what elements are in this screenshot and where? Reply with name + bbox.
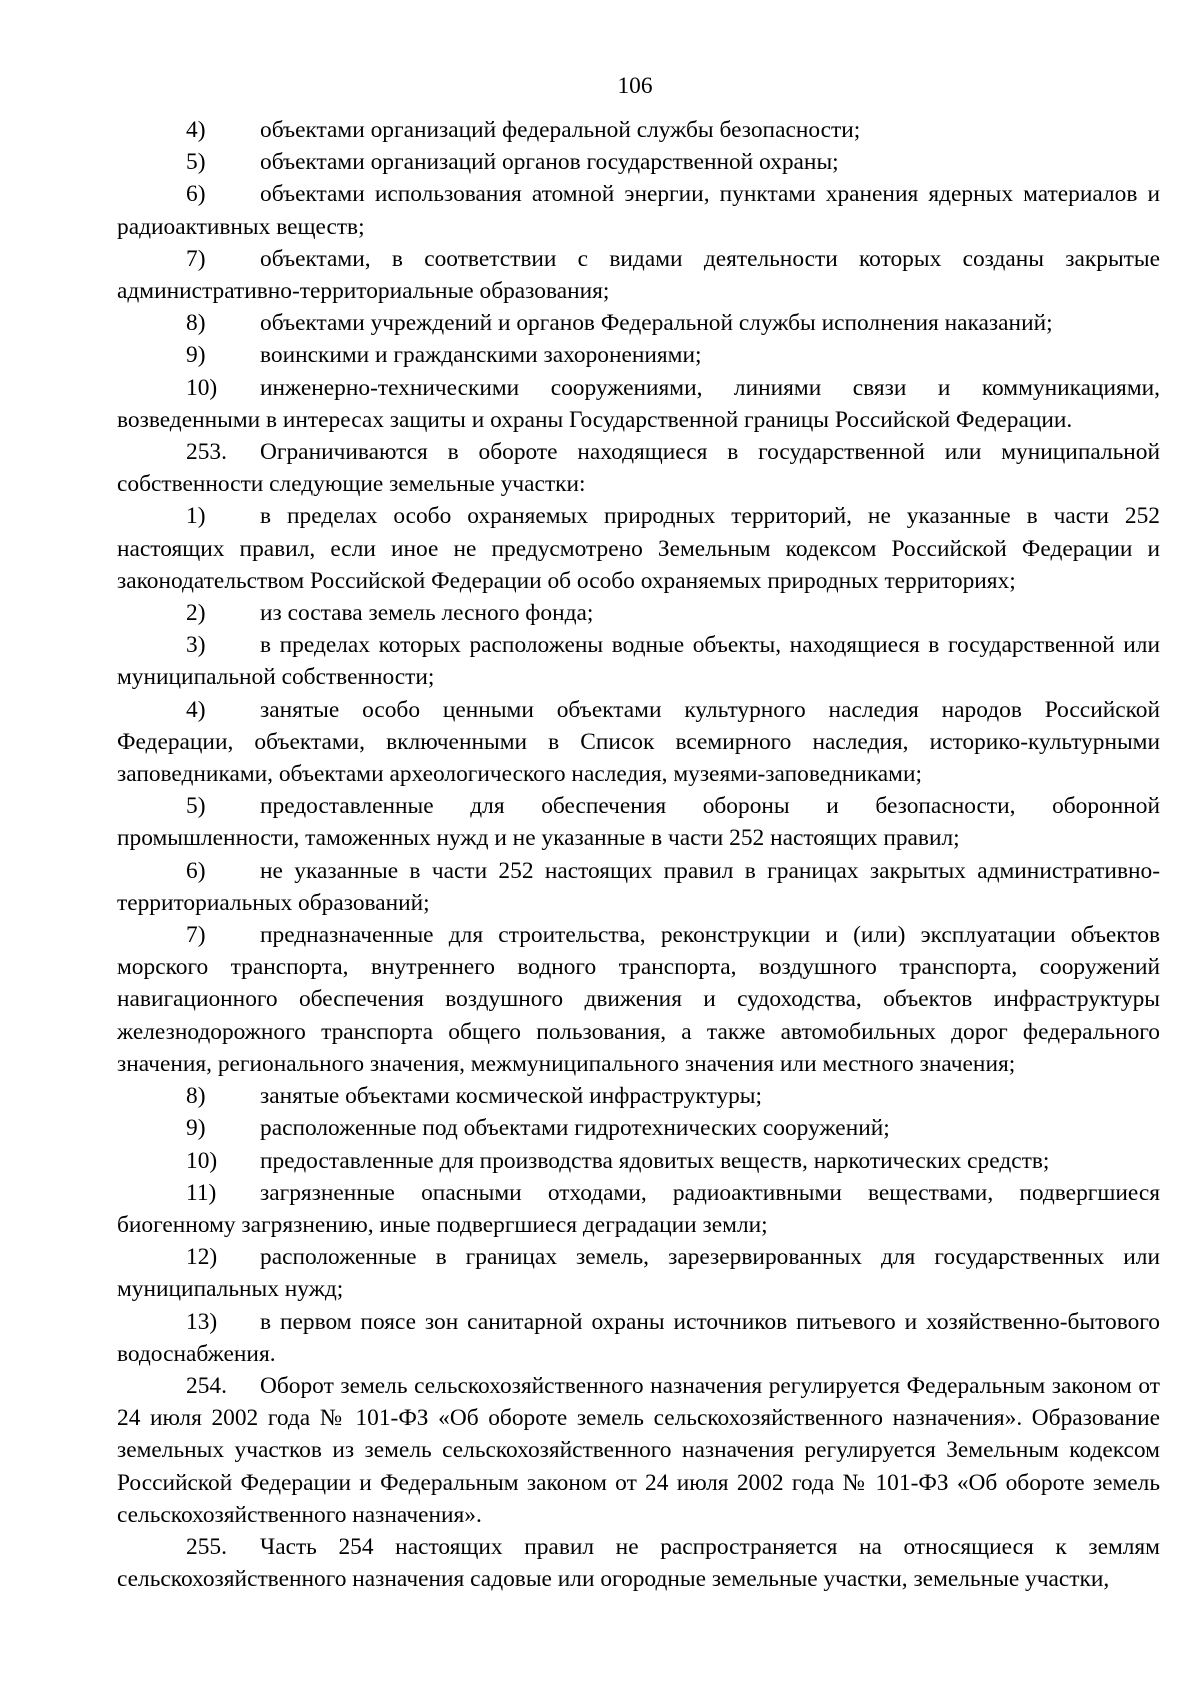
item-number: 10) — [186, 374, 218, 401]
item-number: 4) — [186, 117, 206, 143]
item-text: занятые особо ценными объектами культурного наследия народов Российской Федерации, объектами, включенными в Список всемирного наследия, историко-культурными заповедниками, объектами археологического наследия, музеями-заповедниками; — [117, 696, 1160, 788]
item-text: в пределах особо охраняемых природных территорий, не указанные в части 252 настоящих правил, если иное не предусмотрено Земельным кодексом Российской Федерации и законодательством Российской Федерации об особо охраняемых природных территориях; — [117, 503, 1160, 594]
list-item — [117, 629, 1160, 693]
item-number: 13) — [186, 1308, 218, 1335]
list-item — [117, 919, 1160, 1080]
list-item — [117, 1112, 1160, 1144]
section-paragraph — [117, 436, 1160, 500]
list-item — [117, 339, 1160, 371]
item-number: 7) — [186, 922, 206, 949]
list-item — [117, 790, 1160, 854]
section-text: Часть 254 настоящих правил не распространяется на относящиеся к землям сельскохозяйственного назначения садовые или огородные земельные участки, земельные участки, — [117, 1533, 1160, 1593]
item-text: в пределах которых расположены водные объекты, находящиеся в государственной или муниципальной собственности; — [117, 632, 1160, 691]
item-text: объектами организаций федеральной службы безопасности; — [260, 117, 861, 143]
list-item — [117, 694, 1160, 791]
item-number: 4) — [186, 696, 206, 723]
item-number: 7) — [186, 245, 206, 272]
item-text: в первом поясе зон санитарной охраны источников питьевого и хозяйственно-бытового водоснабжения. — [117, 1308, 1160, 1367]
item-text: из состава земель лесного фонда; — [260, 600, 594, 627]
list-item — [117, 500, 1160, 597]
list-item — [117, 307, 1160, 339]
section-number: 255. — [186, 1533, 227, 1560]
list-item — [117, 372, 1160, 436]
item-number: 9) — [186, 1115, 206, 1142]
list-item — [117, 178, 1160, 242]
item-text: загрязненные опасными отходами, радиоактивными веществами, подвергшиеся биогенному загрязнению, иные подвергшиеся деградации земли; — [117, 1179, 1160, 1238]
item-number: 1) — [186, 503, 206, 530]
item-number: 6) — [186, 857, 206, 884]
item-number: 11) — [186, 1179, 217, 1206]
list-item — [117, 1080, 1160, 1112]
item-number: 8) — [186, 310, 206, 337]
item-text: не указанные в части 252 настоящих правил в границах закрытых административно-территориальных образований; — [117, 857, 1160, 916]
item-text: объектами, в соответствии с видами деятельности которых созданы закрытые административно-территориальные образования; — [117, 245, 1160, 305]
item-number: 2) — [186, 600, 206, 627]
item-text: воинскими и гражданскими захоронениями; — [260, 342, 702, 369]
item-text: расположенные в границах земель, зарезервированных для государственных или муниципальных нужд; — [117, 1244, 1160, 1303]
item-text: инженерно-техническими сооружениями, линиями связи и коммуникациями, возведенными в интересах защиты и охраны Государственной границы Российской Федерации. — [117, 374, 1160, 433]
section-number: 253. — [186, 439, 227, 466]
item-text: объектами организаций органов государственной охраны; — [260, 149, 839, 176]
item-text: предназначенные для строительства, реконструкции и (или) эксплуатации объектов морского транспорта, внутреннего водного транспорта, воздушного транспорта, сооружений навигационного обеспечения воздушного движения и судоходства, объектов инфраструктуры железнодорожного транспорта общего пользования, а также автомобильных дорог федерального значения, регионального значения, межмуниципального значения или местного значения; — [117, 922, 1160, 1077]
list-item — [117, 114, 1160, 146]
page-number: 106 — [617, 73, 653, 99]
item-number: 3) — [186, 632, 206, 659]
item-number: 12) — [186, 1244, 218, 1271]
list-item — [117, 1145, 1160, 1177]
list-item — [117, 146, 1160, 178]
section-paragraph — [117, 1370, 1160, 1531]
item-number: 8) — [186, 1083, 206, 1110]
item-text: объектами учреждений и органов Федеральной службы исполнения наказаний; — [260, 310, 1053, 337]
section-paragraph — [117, 1531, 1160, 1595]
item-number: 5) — [186, 793, 206, 820]
list-item — [117, 1241, 1160, 1305]
list-item — [117, 1306, 1160, 1370]
item-text: предоставленные для обеспечения обороны и безопасности, оборонной промышленности, таможенных нужд и не указанные в части 252 настоящих правил; — [117, 793, 1160, 852]
item-text: занятые объектами космической инфраструктуры; — [260, 1083, 762, 1110]
list-item — [117, 243, 1160, 307]
item-number: 9) — [186, 342, 206, 369]
item-number: 10) — [186, 1147, 218, 1174]
section-text: Ограничиваются в обороте находящиеся в государственной или муниципальной собственности следующие земельные участки: — [117, 439, 1160, 498]
item-text: расположенные под объектами гидротехнических сооружений; — [260, 1115, 890, 1142]
item-number: 6) — [186, 181, 206, 208]
document-body — [117, 114, 1160, 1595]
section-number: 254. — [186, 1372, 227, 1399]
item-text: объектами использования атомной энергии, пунктами хранения ядерных материалов и радиоактивных веществ; — [117, 181, 1160, 240]
list-item — [117, 597, 1160, 629]
section-text: Оборот земель сельскохозяйственного назначения регулируется Федеральным законом от 24 июля 2002 года № 101-ФЗ «Об обороте земель сельскохозяйственного назначения». Образование земельных участков из земель сельскохозяйственного назначения регулируется Земельным кодексом Российской Федерации и Федеральным законом от 24 июля 2002 года № 101-ФЗ «Об обороте земель сельскохозяйственного назначения». — [117, 1372, 1160, 1528]
list-item — [117, 855, 1160, 919]
item-number: 5) — [186, 149, 206, 176]
item-text: предоставленные для производства ядовитых веществ, наркотических средств; — [260, 1147, 1050, 1174]
list-item — [117, 1177, 1160, 1241]
